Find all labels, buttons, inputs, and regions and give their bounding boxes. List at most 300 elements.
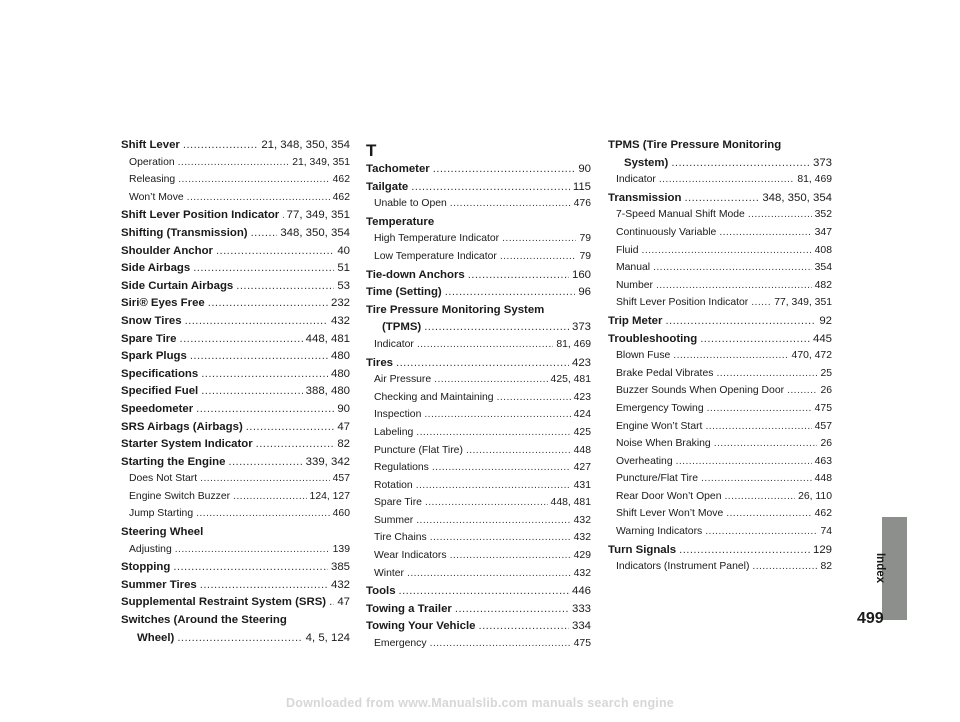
index-subentry[interactable] xyxy=(366,515,591,533)
index-entry[interactable] xyxy=(121,385,350,403)
entry-pages[interactable]: 81, 469 xyxy=(556,338,591,350)
entry-pages[interactable]: 90 xyxy=(578,163,591,175)
entry-term: Indicator xyxy=(616,174,656,186)
dot-leader xyxy=(216,245,334,257)
entry-pages[interactable]: 79 xyxy=(579,250,591,262)
index-subentry[interactable] xyxy=(608,368,832,386)
entry-term: Shoulder Anchor xyxy=(121,244,213,257)
dot-leader xyxy=(208,297,328,309)
entry-term: Operation xyxy=(129,156,175,168)
watermark: Downloaded from www.Manualslib.com manuals search engine xyxy=(286,696,674,710)
dot-leader xyxy=(502,233,576,244)
dot-leader xyxy=(173,561,328,573)
index-heading: Tire Pressure Monitoring System xyxy=(366,303,545,316)
index-subentry[interactable] xyxy=(608,280,832,298)
index-entry[interactable] xyxy=(121,596,350,614)
dot-leader xyxy=(700,333,810,345)
entry-pages[interactable]: 348, 350, 354 xyxy=(280,226,350,239)
index-heading: Steering Wheel xyxy=(121,526,204,539)
page-number: 499 xyxy=(857,610,884,627)
entry-term: Brake Pedal Vibrates xyxy=(616,367,714,379)
entry-pages[interactable]: 347 xyxy=(814,226,832,238)
entry-pages[interactable]: 446 xyxy=(571,585,591,598)
dot-leader xyxy=(228,456,302,468)
dot-leader xyxy=(416,480,571,491)
dot-leader xyxy=(450,198,571,209)
index-subentry[interactable] xyxy=(608,403,832,421)
index-entry[interactable] xyxy=(121,632,350,650)
dot-leader xyxy=(424,409,570,420)
index-subentry[interactable] xyxy=(608,508,832,526)
entry-pages[interactable]: 92 xyxy=(819,314,832,327)
dot-leader xyxy=(396,357,569,369)
index-entry[interactable] xyxy=(121,438,350,456)
index-subentry[interactable] xyxy=(121,174,350,192)
entry-pages[interactable]: 139 xyxy=(332,543,350,555)
dot-leader xyxy=(416,515,570,526)
index-entry[interactable] xyxy=(121,139,350,157)
entry-term: Continuously Variable xyxy=(616,226,717,238)
entry-pages[interactable]: 425, 481 xyxy=(550,374,591,386)
entry-term: Stopping xyxy=(121,561,171,574)
entry-term: Towing a Trailer xyxy=(366,602,452,615)
entry-pages[interactable]: 427 xyxy=(573,462,591,474)
index-subentry[interactable] xyxy=(366,550,591,568)
entry-pages[interactable]: 115 xyxy=(572,180,591,193)
entry-pages[interactable]: 26 xyxy=(820,385,832,397)
entry-pages[interactable]: 90 xyxy=(337,402,350,415)
index-subentry[interactable] xyxy=(366,233,591,251)
index-entry[interactable] xyxy=(366,163,591,181)
index-entry[interactable] xyxy=(121,245,350,263)
entry-term: Siri® Eyes Free xyxy=(121,297,205,310)
index-subentry[interactable] xyxy=(366,392,591,410)
index-entry[interactable] xyxy=(121,456,350,474)
entry-pages[interactable]: 429 xyxy=(573,550,591,562)
entry-term: Starting the Engine xyxy=(121,455,226,468)
entry-term: Labeling xyxy=(374,426,414,438)
dot-leader xyxy=(642,245,812,256)
dot-leader xyxy=(656,280,812,291)
dot-leader xyxy=(716,368,817,379)
entry-term: Speedometer xyxy=(121,402,194,415)
dot-leader xyxy=(425,497,548,508)
entry-pages[interactable]: 470, 472 xyxy=(791,350,832,362)
entry-pages[interactable]: 21, 348, 350, 354 xyxy=(261,139,350,151)
dot-leader xyxy=(411,181,570,193)
dot-leader xyxy=(659,174,794,185)
index-subentry[interactable] xyxy=(366,480,591,498)
index-subentry[interactable] xyxy=(608,209,832,227)
entry-term: Specified Fuel xyxy=(121,385,199,398)
dot-leader xyxy=(236,280,334,292)
entry-term: Won’t Move xyxy=(129,191,184,203)
entry-pages[interactable]: 431 xyxy=(573,479,591,491)
index-entry[interactable] xyxy=(121,421,350,439)
index-entry[interactable] xyxy=(121,333,350,351)
index-subentry[interactable] xyxy=(366,568,591,586)
entry-pages[interactable]: 448, 481 xyxy=(550,497,591,509)
entry-term: Trip Meter xyxy=(608,314,663,327)
dot-leader xyxy=(748,209,812,220)
dot-leader xyxy=(466,445,571,456)
index-entry[interactable] xyxy=(121,350,350,368)
entry-term: Spare Tire xyxy=(121,332,177,345)
entry-term: Tools xyxy=(366,585,396,598)
entry-term: Tailgate xyxy=(366,180,409,193)
dot-leader xyxy=(424,321,569,333)
entry-pages[interactable]: 47 xyxy=(337,596,350,609)
index-subentry[interactable] xyxy=(608,350,832,368)
index-heading: Switches (Around the Steering xyxy=(121,614,287,627)
entry-term: Blown Fuse xyxy=(616,350,671,362)
dot-leader xyxy=(707,403,812,414)
entry-term: Overheating xyxy=(616,455,673,467)
entry-pages[interactable]: 432 xyxy=(573,532,591,544)
entry-term: Air Pressure xyxy=(374,374,432,386)
entry-term: High Temperature Indicator xyxy=(374,233,500,245)
entry-term: Transmission xyxy=(608,191,682,204)
index-subentry[interactable] xyxy=(608,297,832,315)
entry-term: Towing Your Vehicle xyxy=(366,620,476,633)
entry-pages[interactable]: 480 xyxy=(330,367,350,380)
entry-pages[interactable]: 408 xyxy=(814,244,832,256)
index-subentry[interactable] xyxy=(608,561,832,579)
entry-term: Winter xyxy=(374,567,405,579)
index-entry[interactable] xyxy=(608,157,832,175)
index-subentry[interactable] xyxy=(121,491,350,509)
index-entry[interactable] xyxy=(366,357,591,375)
entry-pages[interactable]: 352 xyxy=(814,209,832,221)
entry-pages[interactable]: 423 xyxy=(571,356,591,369)
index-subentry[interactable] xyxy=(608,385,832,403)
index-heading: TPMS (Tire Pressure Monitoring xyxy=(608,139,782,151)
entry-pages[interactable]: 475 xyxy=(573,638,591,650)
entry-term: Tachometer xyxy=(366,163,430,175)
entry-pages[interactable]: 448 xyxy=(573,444,591,456)
entry-pages[interactable]: 423 xyxy=(573,391,591,403)
index-subentry[interactable] xyxy=(366,339,591,357)
index-subentry[interactable] xyxy=(366,374,591,392)
entry-term: Wheel) xyxy=(137,631,175,644)
dot-leader xyxy=(200,579,328,591)
dot-leader xyxy=(256,438,335,450)
index-entry[interactable] xyxy=(608,544,832,562)
index-entry[interactable] xyxy=(121,403,350,421)
dot-leader xyxy=(399,585,569,597)
dot-leader xyxy=(190,350,328,362)
dot-leader xyxy=(479,620,569,632)
index-side-label: Index xyxy=(874,552,886,584)
entry-term: Releasing xyxy=(129,174,176,186)
dot-leader xyxy=(246,421,335,433)
index-entry[interactable] xyxy=(121,262,350,280)
dot-leader xyxy=(684,192,759,204)
entry-term: Specifications xyxy=(121,367,199,380)
entry-pages[interactable]: 348, 350, 354 xyxy=(762,191,832,204)
entry-term: 7-Speed Manual Shift Mode xyxy=(616,209,745,221)
entry-term: Rotation xyxy=(374,479,413,491)
entry-pages[interactable]: 385 xyxy=(330,561,350,574)
entry-pages[interactable]: 339, 342 xyxy=(305,455,350,468)
entry-pages[interactable]: 4, 5, 124 xyxy=(305,631,350,644)
entry-pages[interactable]: 432 xyxy=(330,578,350,591)
dot-leader xyxy=(416,427,570,438)
entry-pages[interactable]: 460 xyxy=(332,508,350,520)
dot-leader xyxy=(180,333,303,345)
dot-leader xyxy=(282,209,283,221)
entry-term: Emergency xyxy=(374,638,427,650)
entry-pages[interactable]: 96 xyxy=(578,286,591,299)
index-entry[interactable] xyxy=(121,297,350,315)
entry-term: Buzzer Sounds When Opening Door xyxy=(616,385,785,397)
entry-term: Side Curtain Airbags xyxy=(121,279,234,292)
entry-term: Fluid xyxy=(616,244,639,256)
index-entry[interactable] xyxy=(121,368,350,386)
entry-pages[interactable]: 160 xyxy=(571,268,591,281)
entry-term: Engine Won’t Start xyxy=(616,420,703,432)
index-subentry[interactable] xyxy=(121,508,350,526)
index-subentry[interactable] xyxy=(608,262,832,280)
index-entry[interactable] xyxy=(121,280,350,298)
index-entry[interactable] xyxy=(121,209,350,227)
index-subentry[interactable] xyxy=(366,445,591,463)
entry-term: Puncture (Flat Tire) xyxy=(374,444,463,456)
entry-pages[interactable]: 373 xyxy=(812,156,832,169)
index-subentry[interactable] xyxy=(366,198,591,216)
entry-pages[interactable]: 74 xyxy=(820,526,832,538)
entry-term: Summer Tires xyxy=(121,578,197,591)
dot-leader xyxy=(251,227,278,239)
entry-term: Spare Tire xyxy=(374,497,422,509)
entry-term: Wear Indicators xyxy=(374,550,447,562)
section-letter: T xyxy=(366,141,377,160)
index-subentry[interactable] xyxy=(608,245,832,263)
entry-pages[interactable]: 373 xyxy=(571,321,591,334)
index-column-3 xyxy=(608,139,832,579)
entry-pages[interactable]: 476 xyxy=(573,198,591,210)
entry-pages[interactable]: 480 xyxy=(330,350,350,363)
dot-leader xyxy=(196,403,334,415)
dot-leader xyxy=(676,456,812,467)
index-entry[interactable] xyxy=(608,192,832,210)
index-entry[interactable] xyxy=(121,227,350,245)
entry-pages[interactable]: 475 xyxy=(814,402,832,414)
dot-leader xyxy=(455,603,569,615)
entry-pages[interactable]: 82 xyxy=(820,561,832,573)
dot-leader xyxy=(329,596,334,608)
entry-term: Jump Starting xyxy=(129,508,194,520)
index-entry[interactable] xyxy=(608,333,832,351)
entry-term: Starter System Indicator xyxy=(121,438,253,451)
index-entry[interactable] xyxy=(366,585,591,603)
entry-term: Shift Lever Position Indicator xyxy=(616,297,749,309)
entry-term: Tie-down Anchors xyxy=(366,268,465,281)
entry-pages[interactable]: 47 xyxy=(337,420,350,433)
index-subentry[interactable] xyxy=(366,532,591,550)
entry-term: Noise When Braking xyxy=(616,438,711,450)
dot-leader xyxy=(183,139,258,151)
index-subentry[interactable] xyxy=(121,157,350,175)
entry-pages[interactable]: 40 xyxy=(337,244,350,257)
entry-term: Low Temperature Indicator xyxy=(374,250,497,262)
index-entry[interactable] xyxy=(366,321,591,339)
index-subentry[interactable] xyxy=(608,526,832,544)
entry-pages[interactable]: 448, 481 xyxy=(305,332,350,345)
entry-pages[interactable]: 457 xyxy=(332,473,350,485)
entry-pages[interactable]: 462 xyxy=(814,508,832,520)
entry-pages[interactable]: 432 xyxy=(330,314,350,327)
entry-term: Side Airbags xyxy=(121,262,191,275)
index-subentry[interactable] xyxy=(366,497,591,515)
entry-pages[interactable]: 77, 349, 351 xyxy=(774,297,832,309)
index-subentry[interactable] xyxy=(366,462,591,480)
index-subentry[interactable] xyxy=(608,438,832,456)
dot-leader xyxy=(787,385,817,396)
dot-leader xyxy=(653,262,812,273)
index-subentry[interactable] xyxy=(608,421,832,439)
index-subentry[interactable] xyxy=(121,473,350,491)
index-subentry[interactable] xyxy=(608,456,832,474)
dot-leader xyxy=(233,491,306,502)
index-subentry[interactable] xyxy=(608,491,832,509)
index-entry[interactable] xyxy=(608,315,832,333)
dot-leader xyxy=(407,568,571,579)
entry-pages[interactable]: 462 xyxy=(332,191,350,203)
index-entry[interactable] xyxy=(121,579,350,597)
entry-term: Shift Lever xyxy=(121,139,180,151)
index-entry[interactable] xyxy=(121,315,350,333)
index-entry[interactable] xyxy=(366,269,591,287)
entry-pages[interactable]: 448 xyxy=(814,473,832,485)
entry-term: Spark Plugs xyxy=(121,350,187,363)
index-subentry[interactable] xyxy=(366,427,591,445)
dot-leader xyxy=(671,157,810,169)
entry-term: Number xyxy=(616,279,653,291)
entry-pages[interactable]: 334 xyxy=(571,620,591,633)
entry-term: Unable to Open xyxy=(374,198,447,210)
entry-term: Summer xyxy=(374,514,414,526)
index-subentry[interactable] xyxy=(608,227,832,245)
dot-leader xyxy=(430,638,571,649)
dot-leader xyxy=(434,374,547,385)
dot-leader xyxy=(673,350,788,361)
dot-leader xyxy=(175,544,330,555)
entry-term: Shift Lever Won’t Move xyxy=(616,508,724,520)
index-entry[interactable] xyxy=(366,620,591,638)
index-entry[interactable] xyxy=(121,561,350,579)
entry-pages[interactable]: 432 xyxy=(573,514,591,526)
entry-term: Shifting (Transmission) xyxy=(121,226,248,239)
entry-pages[interactable]: 462 xyxy=(332,174,350,186)
entry-term: Tire Chains xyxy=(374,532,427,544)
dot-leader xyxy=(417,339,553,350)
dot-leader xyxy=(187,192,330,203)
index-entry[interactable] xyxy=(366,603,591,621)
entry-pages[interactable]: 482 xyxy=(814,279,832,291)
dot-leader xyxy=(450,550,571,561)
entry-pages[interactable]: 445 xyxy=(812,332,832,345)
entry-term: (TPMS) xyxy=(382,321,422,334)
entry-pages[interactable]: 129 xyxy=(812,543,832,556)
entry-term: System) xyxy=(624,156,669,169)
index-subentry[interactable] xyxy=(608,473,832,491)
dot-leader xyxy=(726,508,811,519)
dot-leader xyxy=(500,251,577,262)
index-subentry[interactable] xyxy=(121,544,350,562)
entry-pages[interactable]: 424 xyxy=(573,409,591,421)
entry-pages[interactable]: 124, 127 xyxy=(309,490,350,502)
entry-term: Shift Lever Position Indicator xyxy=(121,209,280,222)
entry-pages[interactable]: 51 xyxy=(337,262,350,275)
entry-pages[interactable]: 25 xyxy=(820,367,832,379)
dot-leader xyxy=(719,227,811,238)
dot-leader xyxy=(714,438,818,449)
entry-term: Troubleshooting xyxy=(608,332,698,345)
index-subentry[interactable] xyxy=(366,251,591,269)
entry-term: Engine Switch Buzzer xyxy=(129,490,231,502)
entry-term: Turn Signals xyxy=(608,543,677,556)
entry-pages[interactable]: 77, 349, 351 xyxy=(286,209,350,222)
index-subentry[interactable] xyxy=(366,409,591,427)
entry-term: Supplemental Restraint System (SRS) xyxy=(121,596,327,609)
entry-term: Does Not Start xyxy=(129,473,198,485)
index-entry[interactable] xyxy=(366,286,591,304)
dot-leader xyxy=(177,632,302,644)
entry-pages[interactable]: 425 xyxy=(573,426,591,438)
entry-pages[interactable]: 354 xyxy=(814,262,832,274)
entry-pages[interactable]: 432 xyxy=(573,567,591,579)
entry-pages[interactable]: 26, 110 xyxy=(798,490,832,502)
entry-pages[interactable]: 79 xyxy=(579,233,591,245)
entry-term: Regulations xyxy=(374,462,429,474)
index-subentry[interactable] xyxy=(608,174,832,192)
dot-leader xyxy=(200,473,330,484)
index-subentry[interactable] xyxy=(121,192,350,210)
dot-leader xyxy=(468,269,569,281)
entry-term: Emergency Towing xyxy=(616,402,704,414)
dot-leader xyxy=(201,385,302,397)
dot-leader xyxy=(701,473,812,484)
dot-leader xyxy=(433,163,576,175)
entry-term: Rear Door Won’t Open xyxy=(616,490,722,502)
entry-pages[interactable]: 457 xyxy=(814,420,832,432)
dot-leader xyxy=(201,368,328,380)
dot-leader xyxy=(752,561,817,572)
entry-pages[interactable]: 82 xyxy=(337,438,350,451)
dot-leader xyxy=(725,491,796,502)
entry-pages[interactable]: 388, 480 xyxy=(305,385,350,398)
entry-term: Puncture/Flat Tire xyxy=(616,473,699,485)
index-subentry[interactable] xyxy=(366,638,591,656)
entry-pages[interactable]: 232 xyxy=(330,297,350,310)
entry-pages[interactable]: 463 xyxy=(814,455,832,467)
entry-pages[interactable]: 333 xyxy=(571,602,591,615)
entry-term: Snow Tires xyxy=(121,314,182,327)
entry-pages[interactable]: 53 xyxy=(337,279,350,292)
dot-leader xyxy=(705,526,817,537)
entry-term: Indicator xyxy=(374,338,414,350)
entry-pages[interactable]: 26 xyxy=(820,438,832,450)
entry-term: Inspection xyxy=(374,409,422,421)
entry-pages[interactable]: 21, 349, 351 xyxy=(292,156,350,168)
entry-term: Indicators (Instrument Panel) xyxy=(616,561,750,573)
dot-leader xyxy=(178,157,290,168)
entry-term: Adjusting xyxy=(129,543,172,555)
entry-pages[interactable]: 81, 469 xyxy=(797,174,832,186)
dot-leader xyxy=(679,544,810,556)
index-entry[interactable] xyxy=(366,181,591,199)
